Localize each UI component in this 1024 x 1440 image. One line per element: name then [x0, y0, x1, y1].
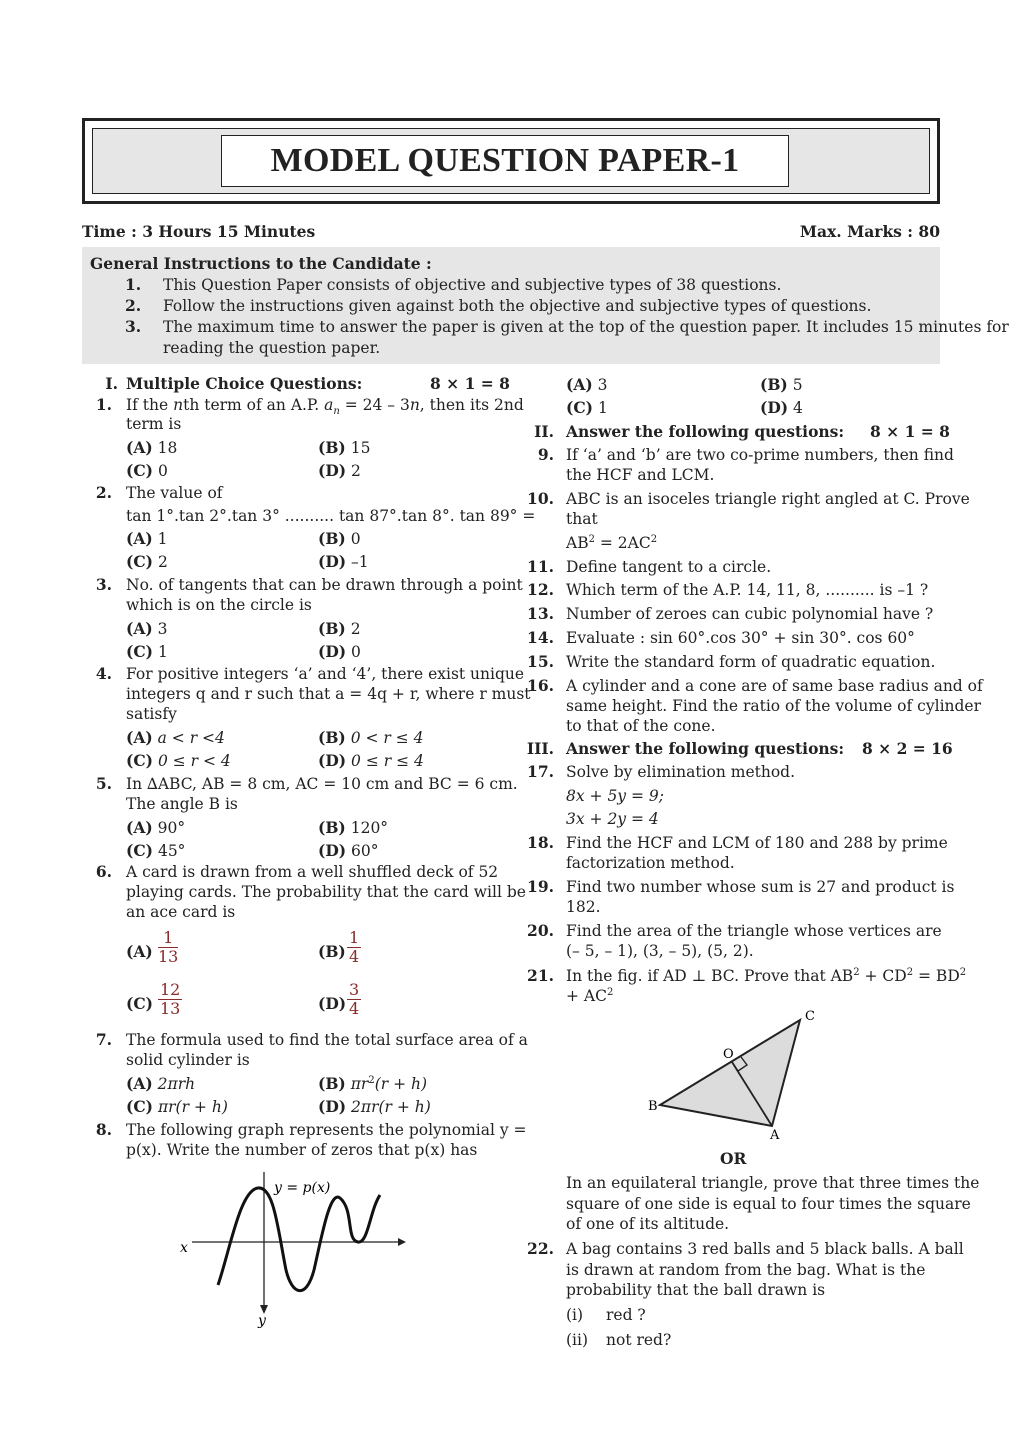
question-text: $AB^2 = 2AC^2$	[566, 533, 658, 552]
question-text: tan 1°.tan 2°.tan 3° .......... tan 87°.tan 8°. tan 89° =	[126, 507, 536, 525]
question-text: an ace card is	[126, 903, 236, 921]
sub-question-text: not red?	[606, 1331, 672, 1349]
option-c: (C) 0	[126, 461, 168, 480]
question-text: Find two number whose sum is 27 and product is	[566, 878, 955, 896]
title-frame	[82, 118, 940, 204]
option-d: (D) 60°	[318, 841, 379, 860]
question-text: Find the area of the triangle whose vertices are	[566, 922, 942, 940]
question-number: 22.	[527, 1239, 554, 1258]
question-text: integers q and r such that a = 4q + r, where r must	[126, 685, 531, 703]
option-c: (C) πr(r + h)	[126, 1097, 228, 1116]
fraction-option-b: $\frac{1}{4}$	[349, 928, 360, 966]
question-text: In ∆ABC, AB = 8 cm, AC = 10 cm and BC = 6 cm.	[126, 775, 518, 793]
polynomial-graph	[170, 1160, 420, 1330]
option-b: (B) 2	[318, 619, 361, 638]
question-text: Evaluate : sin 60°.cos 30° + sin 30°. cos 60°	[566, 629, 915, 647]
question-text: to that of the cone.	[566, 717, 716, 735]
y-axis-label: y	[258, 1313, 266, 1329]
section-title: Answer the following questions:	[566, 422, 845, 441]
option-d: (D) 0	[318, 642, 361, 661]
question-text: probability that the ball drawn is	[566, 1281, 826, 1299]
question-number: 13.	[527, 604, 554, 623]
question-text: In the fig. if AD ⊥ BC. Prove that $AB^2 + CD^2 = BD^2$	[566, 966, 967, 985]
triangle-abc	[660, 1020, 800, 1126]
instruction-text: This Question Paper consists of objective and subjective types of 38 questions.	[163, 276, 782, 294]
time-label: Time : 3 Hours 15 Minutes	[82, 222, 316, 241]
question-text: p(x). Write the number of zeros that p(x) has	[126, 1141, 478, 1159]
option-c: (C) 45°	[126, 841, 186, 860]
section-num: II.	[534, 422, 554, 441]
question-text: satisfy	[126, 705, 177, 723]
option-b: (B) 15	[318, 438, 371, 457]
fraction-option-d: $\frac{3}{4}$	[349, 980, 360, 1018]
question-text: square of one side is equal to four times the square	[566, 1195, 971, 1213]
question-text: playing cards. The probability that the card will be	[126, 883, 526, 901]
question-number: 8.	[95, 1120, 112, 1139]
option-d-label: (D)	[318, 994, 347, 1013]
option-b-label: (B)	[318, 942, 346, 961]
vertex-b-label: B	[648, 1099, 658, 1114]
instruction-num: 3.	[125, 317, 142, 336]
section-marks: 8 × 1 = 8	[870, 422, 950, 441]
polynomial-curve	[218, 1188, 380, 1291]
question-text: For positive integers ‘a’ and ‘4’, there exist unique	[126, 665, 525, 683]
question-text: Solve by elimination method.	[566, 763, 796, 781]
option-c-label: (C)	[126, 994, 154, 1013]
triangle-figure	[640, 1000, 840, 1145]
option-c: (C) 2	[126, 552, 168, 571]
question-number: 9.	[537, 445, 554, 464]
question-text: same height. Find the ratio of the volume of cylinder	[566, 697, 982, 715]
option-a: (A) 2πrh	[126, 1074, 196, 1093]
option-c: (C) 0 ≤ r < 4	[126, 751, 231, 770]
question-text: Which term of the A.P. 14, 11, 8, .......... is –1 ?	[566, 581, 929, 599]
question-number: 5.	[95, 774, 112, 793]
instruction-text: The maximum time to answer the paper is given at the top of the question paper. It includes 15 minutes for	[163, 318, 1009, 336]
instruction-text: Follow the instructions given against both the objective and subjective types of questions.	[163, 297, 872, 315]
question-text: A bag contains 3 red balls and 5 black balls. A ball	[566, 1240, 964, 1258]
option-a: (A) 3	[126, 619, 168, 638]
question-number: 15.	[527, 652, 554, 671]
sub-question-num: (i)	[566, 1306, 584, 1324]
option-b: (B) 0 < r ≤ 4	[318, 728, 424, 747]
curve-label: y = p(x)	[274, 1180, 331, 1196]
fraction-option-c: $\frac{12}{13}$	[160, 980, 181, 1018]
question-text: that	[566, 510, 598, 528]
x-axis-arrow	[398, 1238, 406, 1246]
question-text: the HCF and LCM.	[566, 466, 715, 484]
question-number: 21.	[527, 966, 554, 985]
or-separator: OR	[720, 1149, 747, 1168]
question-text: A card is drawn from a well shuffled deck of 52	[126, 863, 499, 881]
option-d: (D) –1	[318, 552, 369, 571]
vertex-a-label: A	[770, 1128, 780, 1143]
question-text: No. of tangents that can be drawn through a point	[126, 576, 523, 594]
question-text: The formula used to find the total surface area of a	[126, 1031, 528, 1049]
question-text: If the nth term of an A.P. $a_n = 24 - 3n$, then its 2nd	[126, 396, 524, 418]
vertex-c-label: C	[805, 1009, 815, 1024]
question-number: 11.	[527, 557, 554, 576]
question-number: 14.	[527, 628, 554, 647]
question-text: term is	[126, 415, 182, 433]
section-marks: 8 × 2 = 16	[862, 739, 953, 758]
option-a-label: (A)	[126, 942, 153, 961]
question-text: which is on the circle is	[126, 596, 312, 614]
question-number: 19.	[527, 877, 554, 896]
question-number: 7.	[95, 1030, 112, 1049]
fraction-option-a: $\frac{1}{13}$	[158, 928, 179, 966]
question-text: The following graph represents the polynomial y =	[126, 1121, 527, 1139]
question-number: 4.	[95, 664, 112, 683]
option-a: (A) 18	[126, 438, 178, 457]
option-d: (D) 2	[318, 461, 361, 480]
question-text: of one of its altitude.	[566, 1215, 730, 1233]
section-marks: 8 × 1 = 8	[430, 374, 510, 393]
question-text: (– 5, – 1), (3, – 5), (5, 2).	[566, 942, 754, 960]
question-text: is drawn at random from the bag. What is the	[566, 1261, 926, 1279]
question-text: Find the HCF and LCM of 180 and 288 by prime	[566, 834, 948, 852]
option-a: (A) 1	[126, 529, 168, 548]
question-number: 2.	[95, 483, 112, 502]
page-title: MODEL QUESTION PAPER-1	[270, 142, 740, 179]
equation: 8x + 5y = 9;	[566, 787, 664, 805]
question-number: 3.	[95, 575, 112, 594]
question-number: 10.	[527, 489, 554, 508]
instruction-num: 1.	[125, 275, 142, 294]
question-number: 16.	[527, 676, 554, 695]
option-c: (C) 1	[126, 642, 168, 661]
section-num: I.	[105, 374, 118, 393]
question-number: 6.	[95, 862, 112, 881]
question-number: 17.	[527, 762, 554, 781]
instruction-num: 2.	[125, 296, 142, 315]
question-text: The value of	[126, 484, 223, 502]
option-d: (D) 4	[760, 398, 803, 417]
option-a: (A) 3	[566, 375, 608, 394]
question-number: 20.	[527, 921, 554, 940]
option-b: (B) 5	[760, 375, 803, 394]
question-text: The angle B is	[126, 795, 238, 813]
section-num: III.	[526, 739, 554, 758]
question-text: In an equilateral triangle, prove that three times the	[566, 1174, 980, 1192]
question-text: Write the standard form of quadratic equation.	[566, 653, 936, 671]
max-marks-label: Max. Marks : 80	[799, 222, 940, 241]
instruction-text: reading the question paper.	[163, 339, 381, 357]
x-axis-label: x	[180, 1240, 188, 1256]
section-title: Answer the following questions:	[566, 739, 845, 758]
question-text: 182.	[566, 898, 601, 916]
option-d: (D) 2πr(r + h)	[318, 1097, 431, 1116]
option-a: (A) 90°	[126, 818, 186, 837]
option-c: (C) 1	[566, 398, 608, 417]
option-b: (B) 0	[318, 529, 361, 548]
option-b: (B) 120°	[318, 818, 389, 837]
instructions-heading: General Instructions to the Candidate :	[90, 254, 432, 273]
question-text: + $AC^2$	[566, 986, 614, 1005]
question-number: 12.	[527, 580, 554, 599]
option-b: (B) $\pi r^2(r + h)$	[318, 1074, 428, 1093]
question-number: 1.	[95, 395, 112, 414]
section-title: Multiple Choice Questions:	[126, 374, 363, 393]
question-number: 18.	[527, 833, 554, 852]
question-text: ABC is an isoceles triangle right angled at C. Prove	[566, 490, 970, 508]
equation: 3x + 2y = 4	[566, 810, 659, 828]
option-d: (D) 0 ≤ r ≤ 4	[318, 751, 424, 770]
question-text: solid cylinder is	[126, 1051, 250, 1069]
point-o-label: O	[723, 1047, 734, 1062]
title-inner-box	[92, 128, 930, 194]
question-text: A cylinder and a cone are of same base radius and of	[566, 677, 983, 695]
option-a: (A) a < r <4	[126, 728, 225, 747]
sub-question-num: (ii)	[566, 1331, 589, 1349]
question-text: factorization method.	[566, 854, 735, 872]
title-box	[221, 135, 789, 187]
question-text: If ‘a’ and ‘b’ are two co-prime numbers, then find	[566, 446, 954, 464]
question-text: Define tangent to a circle.	[566, 558, 772, 576]
question-text: Number of zeroes can cubic polynomial have ?	[566, 605, 934, 623]
sub-question-text: red ?	[606, 1306, 646, 1324]
